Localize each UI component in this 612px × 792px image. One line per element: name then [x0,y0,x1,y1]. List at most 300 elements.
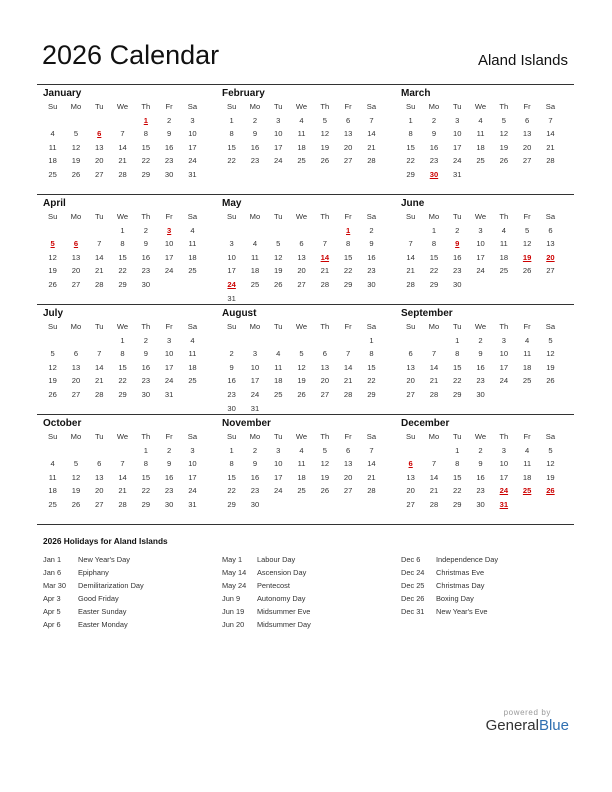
day-cell: 17 [476,252,485,262]
day-cell: 3 [167,335,172,345]
day-cell: 2 [478,335,483,345]
month-name: August [222,308,257,319]
day-cell: 10 [164,239,174,249]
day-cell: 1 [229,445,234,455]
day-cell: 1 [455,335,460,345]
holiday-item [222,605,397,618]
holiday-name: Autonomy Day [257,594,306,603]
holiday-name: Labour Day [257,555,296,564]
weekday-header: Sa [366,102,377,111]
weekday-header: We [474,432,487,441]
empty-cell [422,334,445,348]
weekday-header: Th [499,432,509,441]
holiday-day-cell: 24 [227,279,236,289]
day-cell: 24 [499,376,509,386]
day-cell: 26 [71,499,81,509]
day-cell: 11 [188,239,197,249]
day-cell: 9 [252,129,258,139]
brand-general: General [485,717,539,734]
day-cell: 4 [525,445,530,455]
day-cell: 14 [367,459,376,469]
weekday-header: Th [499,322,509,331]
day-cell: 20 [406,376,415,386]
month-day-grid [41,100,216,182]
month-september [395,305,574,414]
day-cell: 29 [453,499,462,509]
month-day-grid [399,210,574,292]
holiday-day-cell: 25 [522,486,532,496]
holiday-day-cell: 1 [143,115,148,125]
day-cell: 23 [250,156,260,166]
day-cell: 27 [522,156,532,166]
day-cell: 10 [188,129,197,139]
day-cell: 13 [320,362,330,372]
weekday-header: Sa [366,432,377,441]
day-cell: 13 [522,129,532,139]
holiday-item [43,553,218,566]
empty-cell [220,334,243,348]
day-cell: 22 [406,156,415,166]
quarter-row [37,414,574,525]
weekday-header: Fr [344,432,352,441]
weekday-header: Mo [428,432,440,441]
day-cell: 23 [367,266,376,276]
country-name: Aland Islands [477,52,568,69]
day-cell: 24 [453,156,462,166]
day-cell: 31 [250,403,260,413]
day-cell: 19 [48,376,57,386]
day-cell: 23 [429,156,439,166]
day-cell: 5 [548,335,553,345]
holiday-date: May 14 [222,568,247,577]
day-cell: 7 [346,349,351,359]
month-may [216,195,395,304]
holiday-item [222,618,397,631]
day-cell: 5 [501,115,506,125]
day-cell: 27 [95,499,104,509]
day-cell: 13 [95,142,104,152]
weekday-header: Mo [249,212,261,221]
day-cell: 29 [343,279,353,289]
day-cell: 7 [408,239,413,249]
day-cell: 8 [229,459,234,469]
holiday-day-cell: 6 [97,129,102,139]
day-cell: 6 [346,445,351,455]
day-cell: 18 [188,252,197,262]
empty-cell [64,224,87,238]
day-cell: 22 [227,486,236,496]
day-cell: 5 [299,349,304,359]
weekday-header: We [116,432,129,441]
day-cell: 8 [369,349,374,359]
day-cell: 4 [276,349,281,359]
empty-cell [111,444,134,458]
day-cell: 20 [297,266,306,276]
day-cell: 10 [476,239,485,249]
weekday-header: Fr [344,102,352,111]
holiday-name: Epiphany [78,568,109,577]
day-cell: 1 [408,115,413,125]
day-cell: 25 [297,156,306,166]
day-cell: 18 [522,472,532,482]
day-cell: 21 [118,486,127,496]
holiday-day-cell: 14 [320,252,330,262]
day-cell: 4 [190,335,195,345]
weekday-header: Th [499,102,509,111]
empty-cell [111,114,134,128]
day-cell: 30 [476,499,485,509]
day-cell: 9 [143,239,148,249]
day-cell: 9 [167,129,172,139]
weekday-header: Sa [187,102,198,111]
weekday-header: Tu [273,322,283,331]
day-cell: 10 [499,349,509,359]
weekday-header: We [295,212,308,221]
day-cell: 30 [141,279,151,289]
day-cell: 24 [476,266,485,276]
month-day-grid [41,430,216,512]
day-cell: 24 [164,266,174,276]
quarter-row [37,304,574,414]
day-cell: 14 [95,252,104,262]
day-cell: 15 [227,142,236,152]
day-cell: 27 [297,279,306,289]
holiday-name: Midsummer Eve [257,607,311,616]
day-cell: 18 [499,252,509,262]
weekday-header: Mo [249,432,261,441]
day-cell: 13 [71,362,81,372]
weekday-header: Sa [187,432,198,441]
day-cell: 4 [299,445,304,455]
weekday-header: We [474,212,487,221]
holiday-name: New Year's Eve [436,607,488,616]
month-name: March [401,88,431,99]
holiday-date: Dec 26 [401,594,425,603]
weekday-header: Fr [165,102,173,111]
brand-blue: Blue [538,717,569,734]
day-cell: 27 [320,389,330,399]
month-name: July [43,308,64,319]
day-cell: 28 [118,169,127,179]
day-cell: 26 [48,279,57,289]
empty-cell [243,224,266,238]
day-cell: 30 [250,499,260,509]
day-cell: 25 [250,279,260,289]
holiday-day-cell: 19 [522,252,532,262]
day-cell: 9 [252,459,258,469]
weekday-header: Sa [187,212,198,221]
weekday-header: Su [406,212,416,221]
day-cell: 20 [71,266,81,276]
holiday-date: May 1 [222,555,243,564]
empty-cell [64,444,87,458]
day-cell: 10 [227,252,236,262]
holiday-name: Good Friday [78,594,119,603]
day-cell: 19 [320,142,330,152]
day-cell: 3 [455,115,460,125]
generalblue-logo[interactable] [486,717,569,734]
day-cell: 25 [499,266,509,276]
holiday-date: Dec 25 [401,581,425,590]
month-name: June [401,198,425,209]
day-cell: 29 [453,389,462,399]
month-july [37,305,216,414]
holiday-name: Demilitarization Day [78,581,144,590]
weekday-header: Mo [70,322,82,331]
day-cell: 7 [431,459,437,469]
day-cell: 18 [48,486,57,496]
day-cell: 8 [143,459,148,469]
month-december [395,415,574,524]
weekday-header: Fr [523,212,531,221]
holiday-item [43,618,218,631]
day-cell: 5 [73,459,79,469]
day-cell: 18 [188,362,197,372]
day-cell: 5 [73,129,79,139]
holiday-name: Ascension Day [257,568,307,577]
holiday-name: Easter Monday [78,620,128,629]
day-cell: 8 [120,239,125,249]
day-cell: 19 [71,486,81,496]
day-cell: 2 [252,115,258,125]
holiday-date: Apr 3 [43,594,61,603]
quarter-row [37,84,574,194]
day-cell: 16 [227,376,236,386]
day-cell: 25 [48,499,57,509]
holiday-date: Jun 9 [222,594,241,603]
day-cell: 6 [73,349,79,359]
day-cell: 18 [250,266,260,276]
day-cell: 1 [431,225,437,235]
day-cell: 3 [501,445,506,455]
day-cell: 13 [95,472,104,482]
day-cell: 28 [95,389,104,399]
day-cell: 15 [141,472,151,482]
day-cell: 26 [546,376,555,386]
day-cell: 25 [188,266,197,276]
day-cell: 27 [95,169,104,179]
day-cell: 19 [320,472,330,482]
month-october [37,415,216,524]
day-cell: 29 [141,499,151,509]
day-cell: 21 [429,376,439,386]
day-cell: 16 [367,252,376,262]
month-name: May [222,198,242,209]
day-cell: 5 [525,225,530,235]
day-cell: 30 [227,403,236,413]
day-cell: 11 [274,362,283,372]
day-cell: 21 [367,142,376,152]
empty-cell [399,334,422,348]
day-cell: 31 [188,169,197,179]
day-cell: 19 [48,266,57,276]
day-cell: 15 [227,472,236,482]
weekday-header: Tu [94,432,104,441]
month-name: December [401,418,450,429]
weekday-header: Th [499,212,509,221]
weekday-header: Th [320,102,330,111]
day-cell: 8 [346,239,351,249]
weekday-header: Tu [452,322,462,331]
day-cell: 17 [499,472,509,482]
day-cell: 7 [97,349,102,359]
day-cell: 25 [48,169,57,179]
holiday-item [401,605,576,618]
day-cell: 9 [478,459,483,469]
holiday-item [222,579,397,592]
day-cell: 12 [48,362,57,372]
day-cell: 16 [476,362,485,372]
day-cell: 27 [343,156,353,166]
day-cell: 19 [297,376,306,386]
day-cell: 8 [143,129,148,139]
empty-cell [290,224,313,238]
weekday-header: Th [141,432,151,441]
day-cell: 26 [320,486,330,496]
day-cell: 6 [548,225,553,235]
holiday-name: Easter Sunday [78,607,127,616]
day-cell: 16 [141,252,151,262]
day-cell: 9 [167,459,172,469]
day-cell: 23 [453,266,462,276]
empty-cell [399,444,422,458]
holiday-date: Dec 24 [401,568,425,577]
day-cell: 17 [227,266,236,276]
month-november [216,415,395,524]
month-day-grid [220,210,395,305]
empty-cell [41,334,64,348]
day-cell: 1 [120,225,125,235]
day-cell: 24 [188,156,197,166]
weekday-header: Sa [366,212,377,221]
holiday-item [401,553,576,566]
weekday-header: We [116,322,129,331]
day-cell: 23 [476,486,485,496]
day-cell: 24 [188,486,197,496]
day-cell: 21 [546,142,555,152]
day-cell: 5 [548,445,553,455]
day-cell: 15 [343,252,353,262]
day-cell: 11 [297,459,306,469]
empty-cell [267,334,290,348]
month-april [37,195,216,304]
weekday-header: Th [141,212,151,221]
weekday-header: Th [320,212,330,221]
day-cell: 3 [190,115,195,125]
month-day-grid [41,210,216,292]
day-cell: 12 [546,459,555,469]
day-cell: 12 [320,129,330,139]
day-cell: 7 [120,459,125,469]
day-cell: 5 [50,349,55,359]
day-cell: 1 [455,445,460,455]
day-cell: 22 [367,376,376,386]
month-name: September [401,308,453,319]
day-cell: 14 [367,129,376,139]
day-cell: 16 [164,472,174,482]
holiday-day-cell: 30 [429,169,439,179]
holiday-day-cell: 31 [499,499,509,509]
holiday-day-cell: 24 [499,486,509,496]
holiday-name: Independence Day [436,555,499,564]
day-cell: 18 [48,156,57,166]
month-day-grid [220,430,395,512]
holiday-date: Jan 6 [43,568,62,577]
holiday-date: May 24 [222,581,247,590]
day-cell: 8 [455,459,460,469]
day-cell: 7 [322,239,327,249]
month-day-grid [399,430,574,512]
day-cell: 10 [499,459,509,469]
day-cell: 26 [71,169,81,179]
day-cell: 17 [188,472,197,482]
day-cell: 5 [276,239,281,249]
month-day-grid [399,320,574,402]
day-cell: 28 [429,389,439,399]
day-cell: 28 [95,279,104,289]
day-cell: 30 [453,279,462,289]
day-cell: 4 [501,225,506,235]
empty-cell [41,444,64,458]
weekday-header: Fr [165,322,173,331]
weekday-header: Tu [452,432,462,441]
day-cell: 17 [274,472,283,482]
holiday-item [222,566,397,579]
day-cell: 2 [143,335,148,345]
weekday-header: Mo [70,432,82,441]
day-cell: 2 [143,225,148,235]
weekday-header: Sa [545,212,556,221]
empty-cell [88,224,111,238]
weekday-header: Th [320,432,330,441]
day-cell: 7 [548,115,553,125]
day-cell: 17 [188,142,197,152]
day-cell: 26 [274,279,283,289]
day-cell: 12 [71,142,81,152]
day-cell: 9 [229,362,234,372]
day-cell: 21 [95,266,104,276]
day-cell: 20 [320,376,330,386]
page-title: 2026 Calendar [42,40,220,70]
weekday-header: Su [406,322,416,331]
day-cell: 28 [546,156,555,166]
month-day-grid [399,100,574,182]
day-cell: 20 [95,156,104,166]
day-cell: 7 [431,349,437,359]
month-august [216,305,395,414]
day-cell: 31 [453,169,462,179]
holiday-column-2 [222,553,397,631]
month-day-grid [41,320,216,402]
day-cell: 13 [406,472,415,482]
day-cell: 22 [343,266,353,276]
day-cell: 6 [525,115,530,125]
weekday-header: Su [227,432,237,441]
day-cell: 30 [367,279,376,289]
day-cell: 7 [120,129,125,139]
day-cell: 12 [522,239,532,249]
holiday-date: Apr 6 [43,620,61,629]
quarter-row [37,194,574,304]
day-cell: 18 [274,376,283,386]
weekday-header: Tu [94,322,104,331]
empty-cell [336,334,359,348]
month-name: November [222,418,271,429]
day-cell: 22 [453,376,462,386]
day-cell: 18 [297,142,306,152]
day-cell: 17 [274,142,283,152]
weekday-header: Mo [70,102,82,111]
